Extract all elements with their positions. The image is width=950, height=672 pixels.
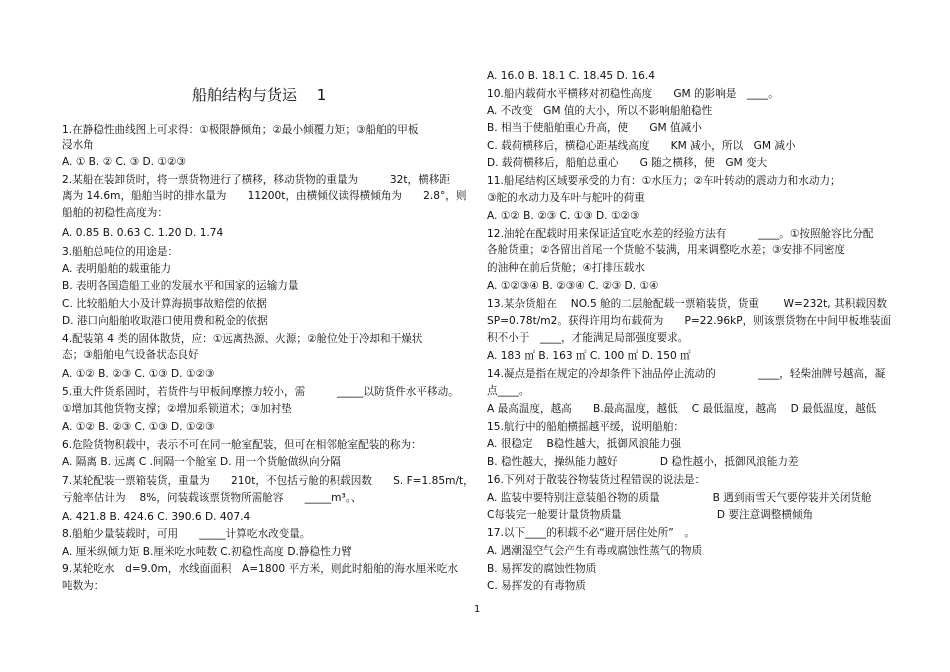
q15-stem: 15.航行中的船舶横摇越平缓，说明船舶： <box>487 421 684 433</box>
q10-stem: 10.船内载荷水平横移对初稳性高度 GM 的影响是 ____。 <box>487 88 779 100</box>
q16-stem: 16.下列对于散装谷物装货过程错误的说法是： <box>487 474 706 486</box>
q10-option-a: A. 不改变 GM 值的大小，所以不影响船舶稳性 <box>487 105 713 117</box>
q14-options: A 最高温度，越高 B.最高温度，越低 C 最低温度，越高 D 最低温度，越低 <box>487 403 877 415</box>
q4-stem-cont: 态；③船舶电气设备状态良好 <box>62 349 199 361</box>
page-title: 船舶结构与货运 1 <box>192 86 327 104</box>
q12-options: A. ①②③④ B. ②③④ C. ②③ D. ①④ <box>487 280 659 292</box>
q8-options: A. 厘米纵倾力矩 B.厘米吃水吨数 C.初稳性高度 D.静稳性力臂 <box>62 546 352 558</box>
q6-stem: 6.危险货物积载中，表示不可在同一舱室配装，但可在相邻舱室配装的称为： <box>62 439 422 451</box>
q12-stem: 12.油轮在配载时用来保证适宜吃水差的经验方法有 ____。①按照舱容比分配 <box>487 228 874 240</box>
q1-stem: 1.在静稳性曲线图上可求得：①极限静倾角；②最小倾覆力矩；③船舶的甲板 <box>62 124 419 136</box>
q3-option-b: B. 表明各国造船工业的发展水平和国家的运输力量 <box>62 280 299 292</box>
q2-stem-cont: 离为 14.6m，船舶当时的排水量为 11200t，由横倾仪读得横倾角为 2.8°，则 <box>62 190 467 202</box>
q17-option-a: A. 遇潮湿空气会产生有毒或腐蚀性蒸气的物质 <box>487 545 703 557</box>
q7-stem: 7.某轮配装一票箱装货，重量为 210t，不包括亏舱的积载因数 S. F=1.85m/t， <box>62 475 474 487</box>
q9-stem-cont: 吨数为： <box>62 580 105 592</box>
q15-options-1: A. 很稳定 B稳性越大，抵御风浪能力强 <box>487 438 681 450</box>
q1-options: A. ① B. ② C. ③ D. ①②③ <box>62 156 186 168</box>
q4-options: A. ①② B. ②③ C. ①③ D. ①②③ <box>62 368 215 380</box>
q3-option-a: A. 表明船舶的载重能力 <box>62 263 172 275</box>
q1-stem-cont: 浸水角 <box>62 139 94 151</box>
q14-stem-cont: 点____。 <box>487 385 530 397</box>
q7-options: A. 421.8 B. 424.6 C. 390.6 D. 407.4 <box>62 511 251 523</box>
q15-options-2: B. 稳性越大，操纵能力越好 D 稳性越小，抵御风浪能力差 <box>487 456 799 468</box>
q3-stem: 3.船舶总吨位的用途是： <box>62 246 179 258</box>
q13-stem-cont: SP=0.78t/m2。获得许用均布载荷为 P=22.96kP，则该票货物在中间甲板堆装面 <box>487 315 891 327</box>
q16-options-1: A. 监装中要特别注意装船谷物的质量 B 遇到雨雪天气要停装并关闭货舱 <box>487 492 872 504</box>
q17-option-b: B. 易挥发的腐蚀性物质 <box>487 563 597 575</box>
q5-stem: 5.重大件货系固时，若货件与甲板间摩擦力较小，需 _____以防货件水平移动。 <box>62 386 459 398</box>
q13-stem: 13.某杂货船在 NO.5 舱的二层舱配载一票箱装货，货重 W=232t, 其积载因数 <box>487 298 887 310</box>
q13-options: A. 183 ㎡ B. 163 ㎡ C. 100 ㎡ D. 150 ㎡ <box>487 350 691 362</box>
q3-option-c: C. 比较船舶大小及计算海损事故赔偿的依据 <box>62 298 267 310</box>
q7-stem-cont: 亏舱率估计为 8%，问装载该票货物所需舱容 _____m³。、 <box>62 492 362 504</box>
q12-stem-cont2: 的油种在前后货舱；④打排压载水 <box>487 262 645 274</box>
q17-option-c: C. 易挥发的有毒物质 <box>487 580 586 592</box>
q2-options: A. 0.85 B. 0.63 C. 1.20 D. 1.74 <box>62 227 224 239</box>
q13-stem-cont2: 积不小于 ____，才能满足局部强度要求。 <box>487 332 689 344</box>
q14-stem: 14.凝点是指在规定的冷却条件下油品停止流动的 ____，轻柴油牌号越高，凝 <box>487 368 886 380</box>
q3-option-d: D. 港口向船舶收取港口使用费和税金的依据 <box>62 315 268 327</box>
q11-options: A. ①② B. ②③ C. ①③ D. ①②③ <box>487 210 640 222</box>
q10-option-c: C. 载荷横移后，横稳心距基线高度 KM 减小，所以 GM 减小 <box>487 140 796 152</box>
q5-options: A. ①② B. ②③ C. ①③ D. ①②③ <box>62 421 215 433</box>
q5-stem-cont: ①增加其他货物支撑；②增加系锁道术；③加衬垫 <box>62 403 292 415</box>
q6-options: A. 隔离 B. 远离 C .间隔一个舱室 D. 用一个货舱做纵向分隔 <box>62 456 341 468</box>
q2-stem-cont2: 船舶的初稳性高度为： <box>62 207 168 219</box>
q10-option-d: D. 载荷横移后，船舶总重心 G 随之横移，使 GM 变大 <box>487 157 768 169</box>
q11-stem: 11.船尾结构区域要承受的力有：①水压力；②车叶转动的震动力和水动力； <box>487 175 841 187</box>
q2-stem: 2.某船在装卸货时，将一票货物进行了横移，移动货物的重量为 32t，横移距 <box>62 174 450 186</box>
q4-stem: 4.配装第 4 类的固体散货，应：①远离热源、火源；②舱位处于冷却和干燥状 <box>62 333 423 345</box>
q16-options-2: C每装完一舱要计量货物质量 D 要注意调整横倾角 <box>487 509 814 521</box>
q12-stem-cont: 各舱货重；②各留出首尾一个货舱不装满，用来调整吃水差；③安排不同密度 <box>487 244 845 256</box>
q17-stem: 17.以下____的积载不必“避开居住处所” 。 <box>487 527 695 539</box>
page-number: 1 <box>474 604 481 615</box>
q10-option-b: B. 相当于使船舶重心升高，使 GM 值减小 <box>487 122 702 134</box>
q9-stem: 9.某轮吃水 d=9.0m，水线面面积 A=1800 平方米，则此时船舶的海水厘米吃水 <box>62 563 458 575</box>
q11-stem-cont: ③舵的水动力及车叶与舵叶的荷重 <box>487 192 645 204</box>
q9-options: A. 16.0 B. 18.1 C. 18.45 D. 16.4 <box>487 70 656 82</box>
q8-stem: 8.船舶少量装载时，可用 _____计算吃水改变量。 <box>62 528 311 540</box>
